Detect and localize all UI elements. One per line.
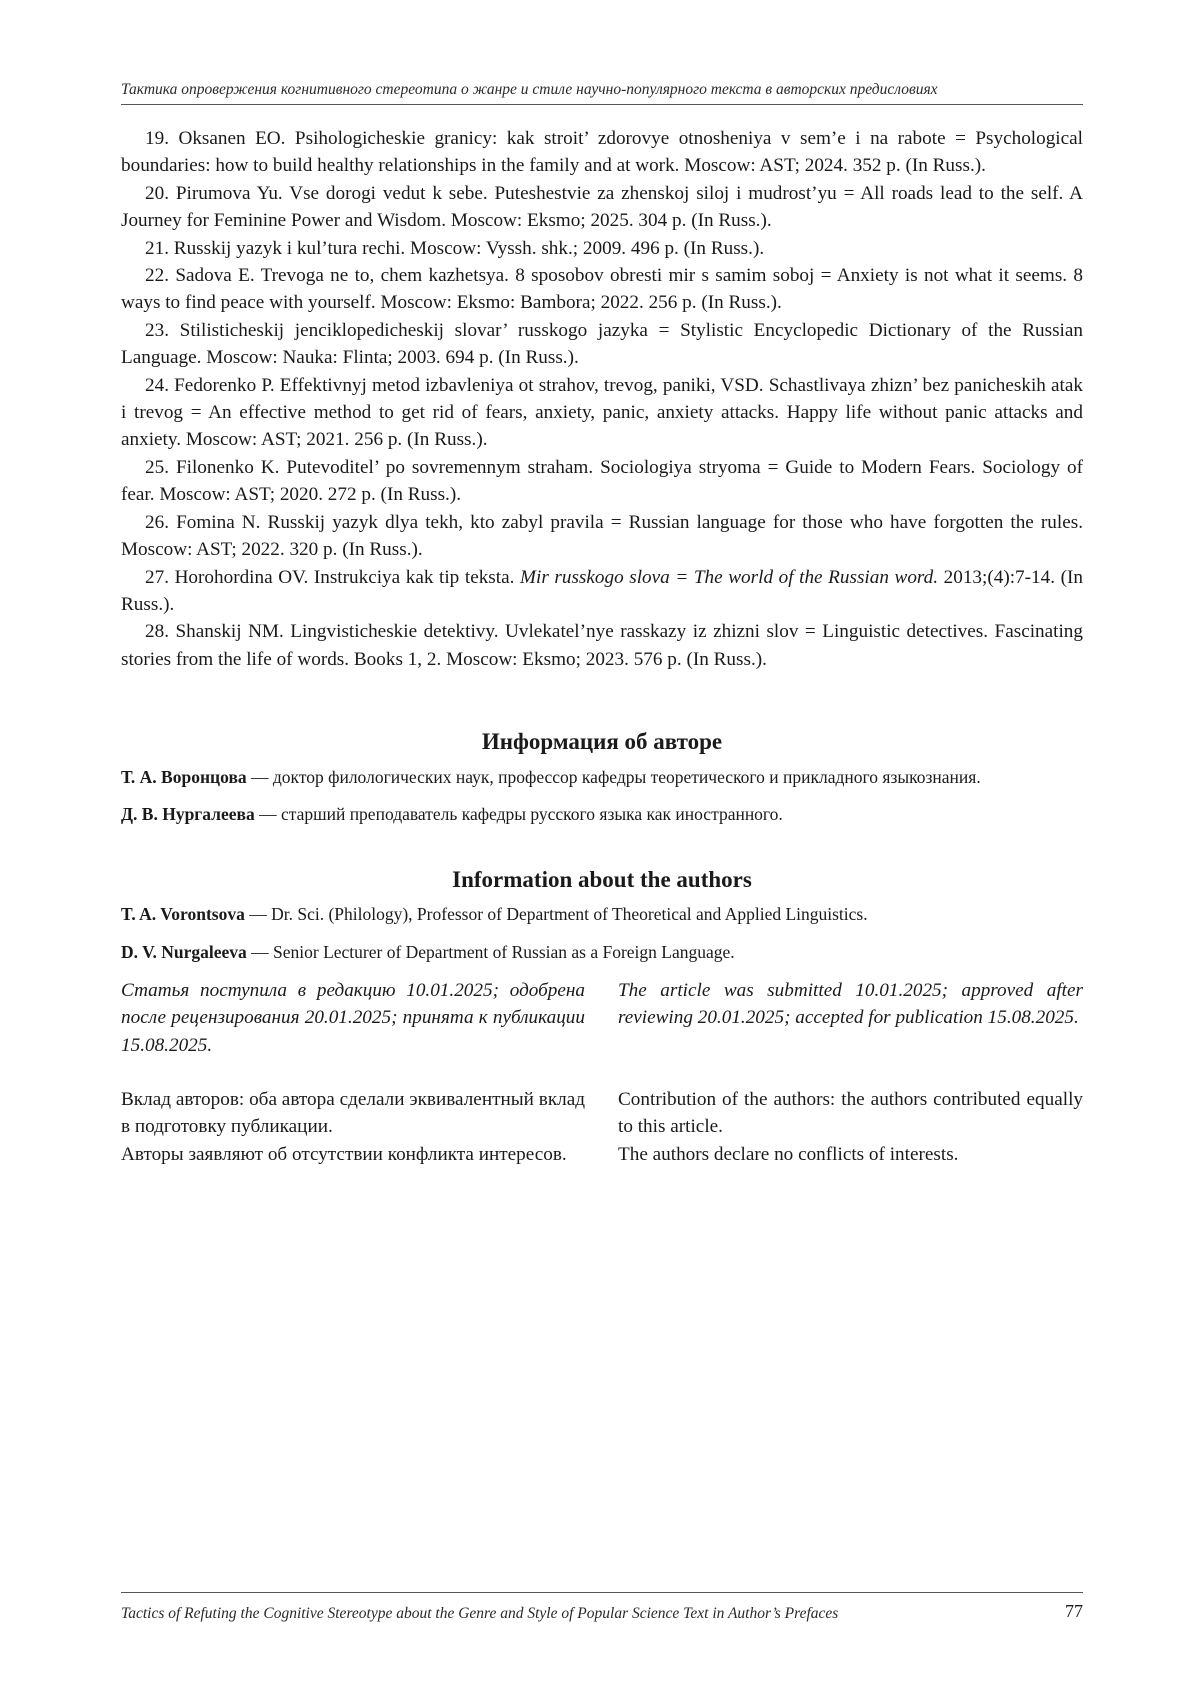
- conflicts-en: The authors declare no conflicts of interests.: [618, 1143, 959, 1165]
- reference-item: [121, 235, 1083, 262]
- author-info-en-line: [121, 940, 1101, 964]
- reference-text: Russkij yazyk i kul’tura rechi. Moscow: Vyssh. shk.; 2009. 496 p. (In Russ.).: [173, 237, 765, 259]
- author-description: — Dr. Sci. (Philology), Professor of Department of Theoretical and Applied Linguistics.: [244, 904, 868, 924]
- reference-text: Horohordina OV. Instrukciya kak tip teksta.: [174, 566, 521, 588]
- reference-text: Fedorenko P. Effektivnyj metod izbavleniya ot strahov, trevog, paniki, VSD. Schastlivaya zhizn’ bez panicheskih atak i trevog = An effective method to get rid of fears, anxiety, panic, anxiety attacks. Happy life without panic attacks and anxiety. Moscow: AST; 2021. 256 p. (In Russ.).: [121, 374, 1083, 451]
- author-description: — Senior Lecturer of Department of Russian as a Foreign Language.: [246, 942, 735, 962]
- reference-list: [121, 125, 1083, 673]
- reference-number: 23.: [145, 319, 169, 341]
- conflicts-ru: Авторы заявляют об отсутствии конфликта интересов.: [121, 1143, 567, 1165]
- author-name: D. V. Nurgaleeva: [121, 942, 247, 962]
- dates-en: [618, 977, 1083, 1032]
- reference-journal-title: Mir russkogo slova = The world of the Russian word.: [520, 566, 939, 588]
- author-name: Д. В. Нургалеева: [121, 804, 255, 824]
- author-name: T. A. Vorontsova: [121, 904, 245, 924]
- reference-number: 20.: [145, 182, 169, 204]
- author-name: Т. А. Воронцова: [121, 767, 247, 787]
- reference-number: 22.: [145, 265, 169, 287]
- header-divider: [121, 104, 1083, 105]
- reference-number: 19.: [145, 128, 169, 149]
- reference-number: 27.: [145, 566, 169, 588]
- page-number: 77: [1065, 1601, 1083, 1621]
- reference-text-tail: 2013;(4):7-14. (In Russ.).: [121, 566, 1083, 615]
- author-info-en-line: [121, 902, 1101, 926]
- contribution-en: Contribution of the authors: the authors contributed equally to this article.: [618, 1089, 1083, 1138]
- footer-divider: [121, 1592, 1083, 1593]
- reference-item: [121, 564, 1083, 619]
- reference-text: Filonenko K. Putevoditel’ po sovremennym straham. Sociologiya stryoma = Guide to Modern Fears. Sociology of fear. Moscow: AST; 2020. 272 p. (In Russ.).: [121, 456, 1083, 506]
- reference-text: Stilisticheskij jenciklopedicheskij slovar’ russkogo jazyka = Stylistic Encyclopedic Dictionary of the Russian Language. Moscow: Nauka: Flinta; 2003. 694 p. (In Russ.).: [121, 319, 1083, 369]
- author-description: — старший преподаватель кафедры русского языка как иностранного.: [254, 804, 783, 824]
- reference-text: Pirumova Yu. Vse dorogi vedut k sebe. Puteshestvie za zhenskoj siloj i mudrost’yu = All roads lead to the self. A Journey for Feminine Power and Wisdom. Moscow: Eksmo; 2025. 304 p. (In Russ.).: [121, 182, 1083, 232]
- author-info-ru-title: Информация об авторе: [481, 729, 723, 754]
- author-info-en-title: Information about the authors: [452, 867, 752, 892]
- dates-ru: [121, 977, 585, 1059]
- reference-item: [121, 317, 1083, 372]
- reference-number: 26.: [145, 511, 169, 533]
- reference-number: 25.: [145, 456, 169, 478]
- reference-text: Fomina N. Russkij yazyk dlya tekh, kto zabyl pravila = Russian language for those who have forgotten the rules. Moscow: AST; 2022. 320 p. (In Russ.).: [121, 511, 1084, 561]
- reference-number: 21.: [145, 237, 169, 259]
- submission-dates-ru: Статья поступила в редакцию 10.01.2025; одобрена после рецензирования 20.01.2025; принята к публикации 15.08.2025.: [121, 980, 585, 1056]
- running-header: Тактика опровержения когнитивного стереотипа о жанре и стиле научно-популярного текста в авторских предисловиях: [121, 81, 938, 98]
- author-info-ru-line: [121, 802, 1101, 826]
- reference-text: Shanskij NM. Lingvisticheskie detektivy. Uvlekatel’nye rasskazy iz zhizni slov = Linguistic detectives. Fascinating stories from the life of words. Books 1, 2. Moscow: Eksmo; 2023. 576 p. (In Russ.).: [121, 621, 1083, 670]
- reference-item: [121, 125, 1083, 180]
- reference-item: [121, 180, 1083, 235]
- author-description: — доктор филологических наук, профессор кафедры теоретического и прикладного языкознания.: [246, 767, 981, 787]
- reference-text: Sadova E. Trevoga ne to, chem kazhetsya. 8 sposobov obresti mir s samim soboj = Anxiety is not what it seems. 8 ways to find peace with yourself. Moscow: Eksmo: Bambora; 2022. 256 p. (In Russ.).: [121, 265, 1084, 314]
- running-footer: Tactics of Refuting the Cognitive Stereotype about the Genre and Style of Popular Science Text in Author’s Prefaces: [121, 1605, 839, 1622]
- reference-item: [121, 618, 1083, 673]
- contribution-block-en: [618, 1086, 1083, 1168]
- reference-item: [121, 454, 1083, 509]
- reference-item: [121, 262, 1083, 317]
- submission-dates-en: The article was submitted 10.01.2025; approved after reviewing 20.01.2025; accepted for publication 15.08.2025.: [618, 980, 1083, 1029]
- reference-item: [121, 509, 1083, 564]
- reference-number: 24.: [145, 374, 169, 396]
- contribution-block-ru: [121, 1086, 585, 1168]
- reference-number: 28.: [145, 621, 169, 643]
- contribution-ru: Вклад авторов: оба автора сделали эквивалентный вклад в подготовку публикации.: [121, 1089, 585, 1138]
- reference-item: [121, 372, 1083, 454]
- reference-text: Oksanen EO. Psihologicheskie granicy: kak stroit’ zdorovye otnosheniya v sem’e i na rabote = Psychological boundaries: how to build healthy relationships in the family and at work. Moscow: AST; 2024. 352 p. (In Russ.).: [121, 128, 1084, 177]
- author-info-ru-line: [121, 765, 1101, 789]
